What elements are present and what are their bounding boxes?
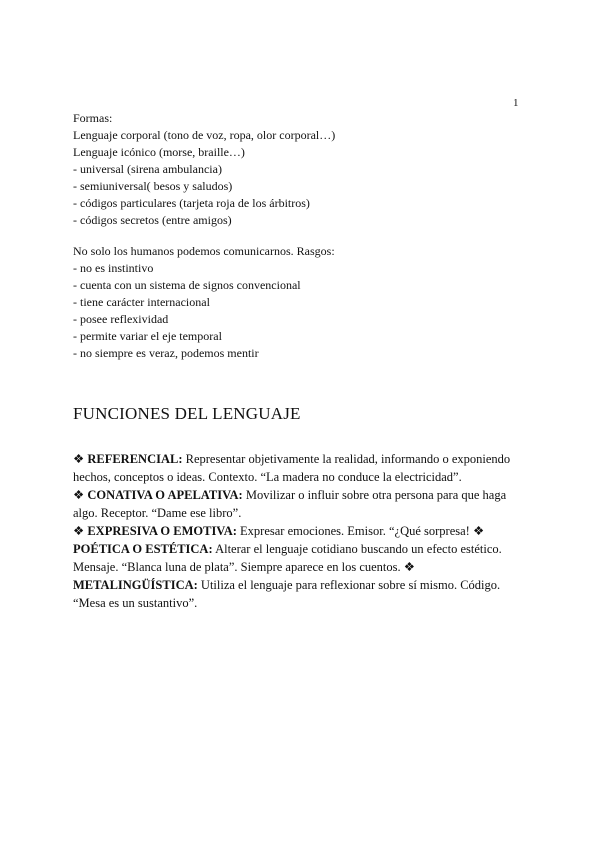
formas-line: Lenguaje corporal (tono de voz, ropa, olor corporal…) [73,128,336,142]
function-text-referencial: Representar objetivamente la realidad, informando o exponiendo hechos, conceptos o ideas. Contexto. “La madera no conduce la electricidad”. [73,452,511,484]
formas-line: - códigos particulares (tarjeta roja de los árbitros) [73,196,310,210]
functions-paragraph [73,450,533,612]
diamond-bullet-icon: ❖ [403,560,415,574]
diamond-bullet-icon: ❖ [73,452,85,466]
section-heading: FUNCIONES DEL LENGUAJE [73,404,301,423]
page-number: 1 [513,97,519,109]
function-name-poetica: POÉTICA O ESTÉTICA: [73,542,213,556]
function-name-metalinguistica: METALINGÜÍSTICA: [73,578,198,592]
rasgos-line: - posee reflexividad [73,312,169,326]
diamond-bullet-icon: ❖ [472,524,485,538]
rasgos-section [73,243,533,362]
formas-line: Lenguaje icónico (morse, braille…) [73,145,245,159]
rasgos-line: - no es instintivo [73,261,154,275]
rasgos-intro: No solo los humanos podemos comunicarnos. Rasgos: [73,244,335,258]
formas-line: - semiuniversal( besos y saludos) [73,179,233,193]
rasgos-line: - cuenta con un sistema de signos convencional [73,278,301,292]
formas-title: Formas: [73,111,113,125]
function-text-expresiva: Expresar emociones. Emisor. “¿Qué sorpresa! [240,524,470,538]
formas-line: - universal (sirena ambulancia) [73,162,222,176]
function-name-referencial: REFERENCIAL: [87,452,183,466]
function-name-expresiva: EXPRESIVA O EMOTIVA: [87,524,237,538]
diamond-bullet-icon: ❖ [73,524,85,538]
function-text-conativa: Movilizar o influir sobre otra persona para que haga algo. Receptor. “Dame ese libro”. [73,488,507,520]
rasgos-line: - permite variar el eje temporal [73,329,222,343]
rasgos-line: - tiene carácter internacional [73,295,210,309]
rasgos-line: - no siempre es veraz, podemos mentir [73,346,259,360]
function-text-poetica: Alterar el lenguaje cotidiano buscando un efecto estético. Mensaje. “Blanca luna de plata”. Siempre aparece en los cuentos. [73,542,502,574]
formas-line: - códigos secretos (entre amigos) [73,213,232,227]
function-text-metalinguistica: Utiliza el lenguaje para reflexionar sobre sí mismo. Código. “Mesa es un sustantivo”. [73,578,501,610]
formas-section [73,110,533,229]
diamond-bullet-icon: ❖ [73,488,85,502]
function-name-conativa: CONATIVA O APELATIVA: [87,488,243,502]
